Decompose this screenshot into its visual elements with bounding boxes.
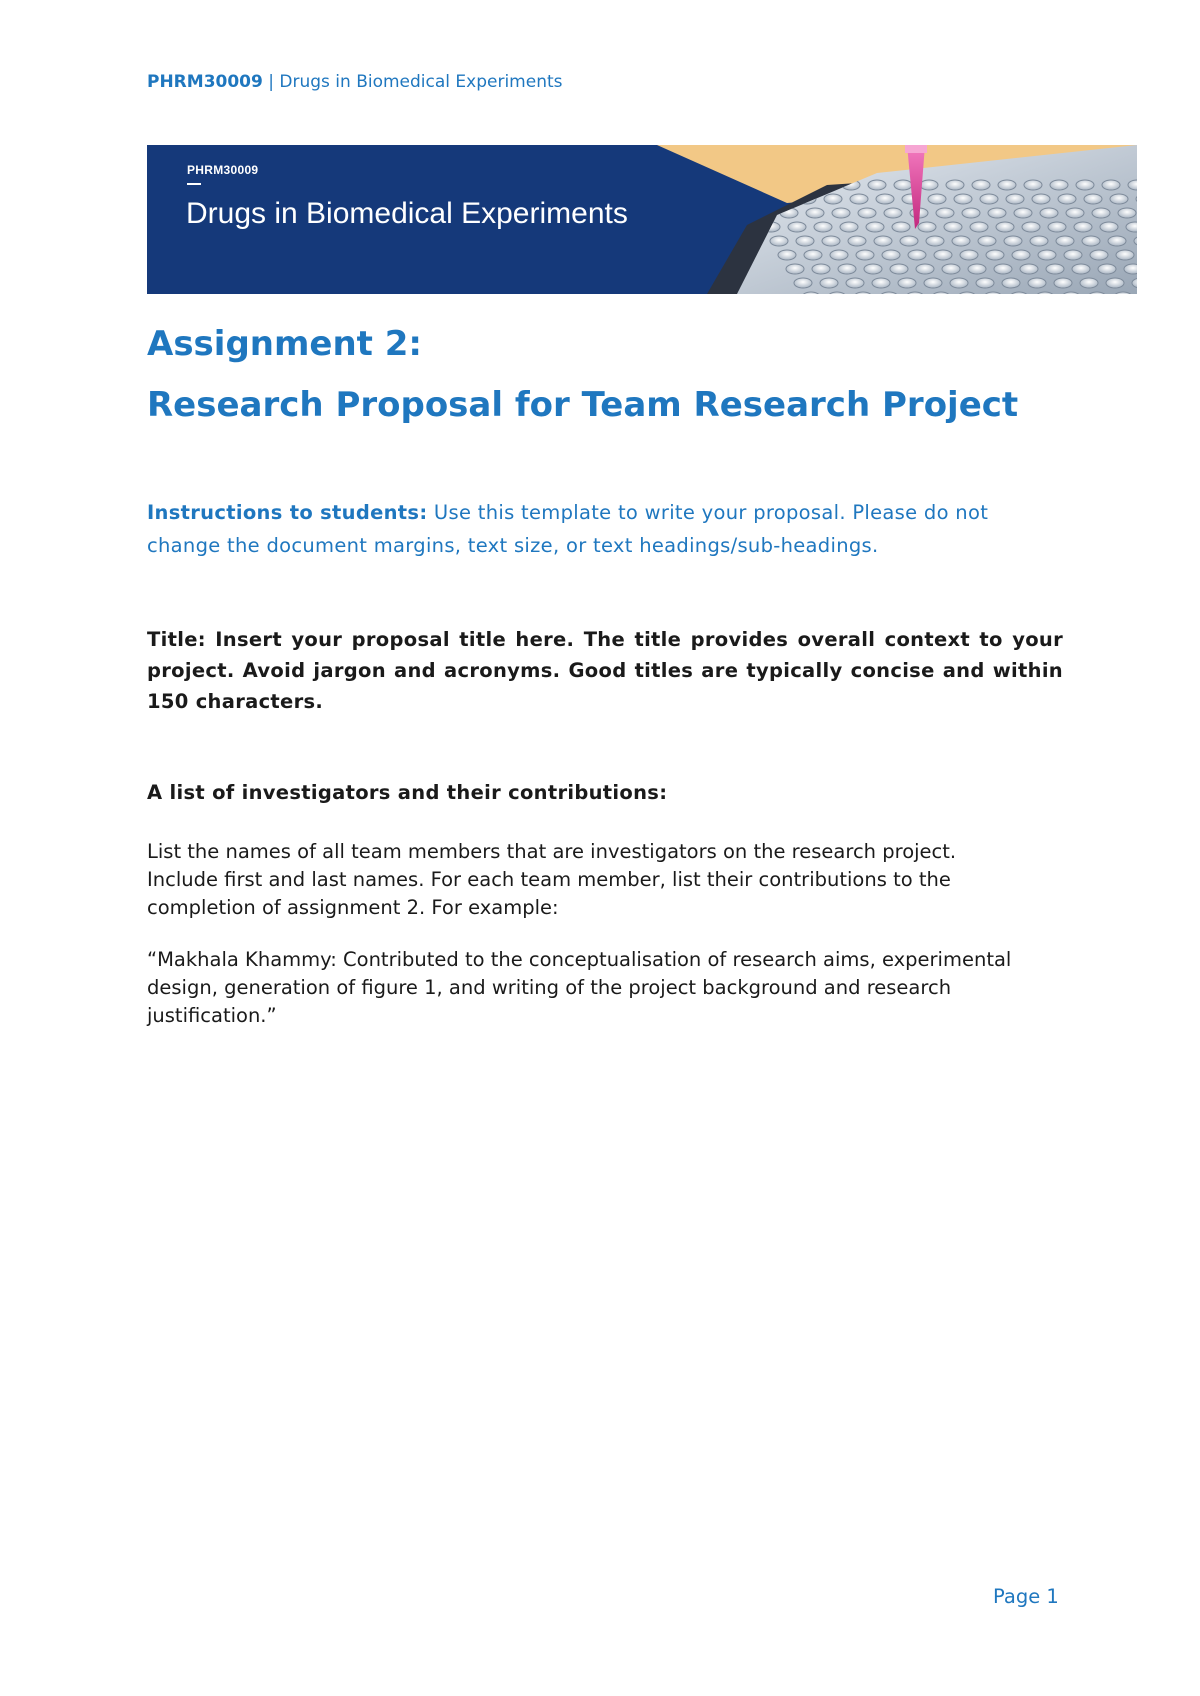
investigators-heading: A list of investigators and their contributions: (147, 781, 668, 804)
banner-title: Drugs in Biomedical Experiments (186, 197, 628, 230)
plate-well (988, 208, 1006, 218)
plate-well (934, 250, 952, 260)
plate-well (960, 250, 978, 260)
plate-well (1072, 264, 1090, 274)
plate-well (770, 236, 788, 246)
plate-well (898, 278, 916, 288)
plate-well (866, 222, 884, 232)
plate-well (814, 222, 832, 232)
plate-well (1028, 278, 1046, 288)
page-number: Page 1 (993, 1585, 1059, 1608)
plate-well (1118, 208, 1136, 218)
plate-well (824, 194, 842, 204)
investigators-instructions: List the names of all team members that are investigators on the research project. Include first and last names. For each team member, list their contributions to the completion of assignment 2. For example: (147, 840, 957, 919)
plate-well (882, 250, 900, 260)
plate-well (894, 180, 912, 190)
running-header (147, 72, 563, 92)
instructions-paragraph (147, 496, 1067, 562)
plate-well (926, 236, 944, 246)
banner-course-code: PHRM30009 (187, 163, 259, 177)
plate-well (918, 222, 936, 232)
plate-well (848, 236, 866, 246)
plate-well (972, 180, 990, 190)
plate-well (1032, 194, 1050, 204)
plate-well (1106, 278, 1124, 288)
plate-well (850, 194, 868, 204)
plate-well (872, 278, 890, 288)
plate-well (838, 264, 856, 274)
plate-well (892, 222, 910, 232)
plate-well (900, 236, 918, 246)
assignment-heading: Assignment 2: (147, 324, 423, 364)
plate-well (1012, 250, 1030, 260)
plate-well (1116, 250, 1134, 260)
plate-well (822, 236, 840, 246)
plate-well (806, 208, 824, 218)
header-course-name: Drugs in Biomedical Experiments (279, 72, 563, 92)
plate-well (1006, 194, 1024, 204)
plate-well (1004, 236, 1022, 246)
plate-well (812, 264, 830, 274)
plate-well (820, 278, 838, 288)
plate-well (840, 222, 858, 232)
instructions-text: Use this template to write your proposal. Please do not change the document margins, text size, or text headings/sub-headings. (147, 501, 989, 557)
plate-well (874, 236, 892, 246)
plate-well (942, 264, 960, 274)
plate-well (994, 264, 1012, 274)
header-separator: | (262, 72, 280, 92)
plate-well (952, 236, 970, 246)
plate-well (998, 180, 1016, 190)
plate-well (804, 250, 822, 260)
plate-well (1102, 180, 1120, 190)
plate-well (1054, 278, 1072, 288)
plate-well (1046, 264, 1064, 274)
plate-well (996, 222, 1014, 232)
banner-divider (187, 183, 201, 185)
plate-well (856, 250, 874, 260)
plate-well (746, 194, 764, 204)
proposal-heading: Research Proposal for Team Research Project (147, 385, 1019, 425)
plate-well (970, 222, 988, 232)
plate-well (786, 264, 804, 274)
plate-well (980, 194, 998, 204)
plate-well (864, 264, 882, 274)
plate-well (936, 208, 954, 218)
course-banner (147, 145, 1137, 294)
plate-well (868, 180, 886, 190)
plate-well (976, 278, 994, 288)
plate-well (908, 250, 926, 260)
plate-well (1076, 180, 1094, 190)
plate-well (946, 180, 964, 190)
plate-well (794, 278, 812, 288)
plate-well (1002, 278, 1020, 288)
plate-well (1058, 194, 1076, 204)
plate-well (954, 194, 972, 204)
plate-well (962, 208, 980, 218)
plate-well (1050, 180, 1068, 190)
plate-well (1048, 222, 1066, 232)
plate-well (1126, 222, 1137, 232)
plate-well (890, 264, 908, 274)
plate-well (968, 264, 986, 274)
plate-well (778, 250, 796, 260)
plate-well (1020, 264, 1038, 274)
plate-well (1110, 194, 1128, 204)
plate-well (884, 208, 902, 218)
header-course-code: PHRM30009 (147, 72, 263, 92)
plate-well (1100, 222, 1118, 232)
plate-well (920, 180, 938, 190)
plate-well (1082, 236, 1100, 246)
plate-well (858, 208, 876, 218)
plate-well (1092, 208, 1110, 218)
plate-well (950, 278, 968, 288)
plate-well (846, 278, 864, 288)
plate-well (1124, 264, 1137, 274)
plate-well (1080, 278, 1098, 288)
plate-well (1098, 264, 1116, 274)
plate-well (1022, 222, 1040, 232)
plate-well (1108, 236, 1126, 246)
plate-well (1066, 208, 1084, 218)
plate-well (928, 194, 946, 204)
plate-well (924, 278, 942, 288)
plate-well (1024, 180, 1042, 190)
plate-well (1056, 236, 1074, 246)
instructions-lead: Instructions to students: (147, 501, 428, 524)
contribution-example: “Makhala Khammy: Contributed to the conceptualisation of research aims, experimental design, generation of figure 1, and writing of the project background and research justification.” (147, 948, 1012, 1027)
plate-well (1064, 250, 1082, 260)
plate-well (1014, 208, 1032, 218)
plate-well (788, 222, 806, 232)
proposal-title-placeholder: Title: Insert your proposal title here. The title provides overall context to your project. Avoid jargon and acronyms. Good titles are typically concise and within 150 characters. (147, 628, 1063, 713)
plate-well (1090, 250, 1108, 260)
plate-well (944, 222, 962, 232)
plate-well (916, 264, 934, 274)
plate-well (876, 194, 894, 204)
plate-well (1038, 250, 1056, 260)
plate-well (1074, 222, 1092, 232)
plate-well (796, 236, 814, 246)
plate-well (1084, 194, 1102, 204)
plate-well (978, 236, 996, 246)
plate-well (1040, 208, 1058, 218)
plate-well (832, 208, 850, 218)
plate-well (1030, 236, 1048, 246)
plate-well (986, 250, 1004, 260)
plate-well (830, 250, 848, 260)
